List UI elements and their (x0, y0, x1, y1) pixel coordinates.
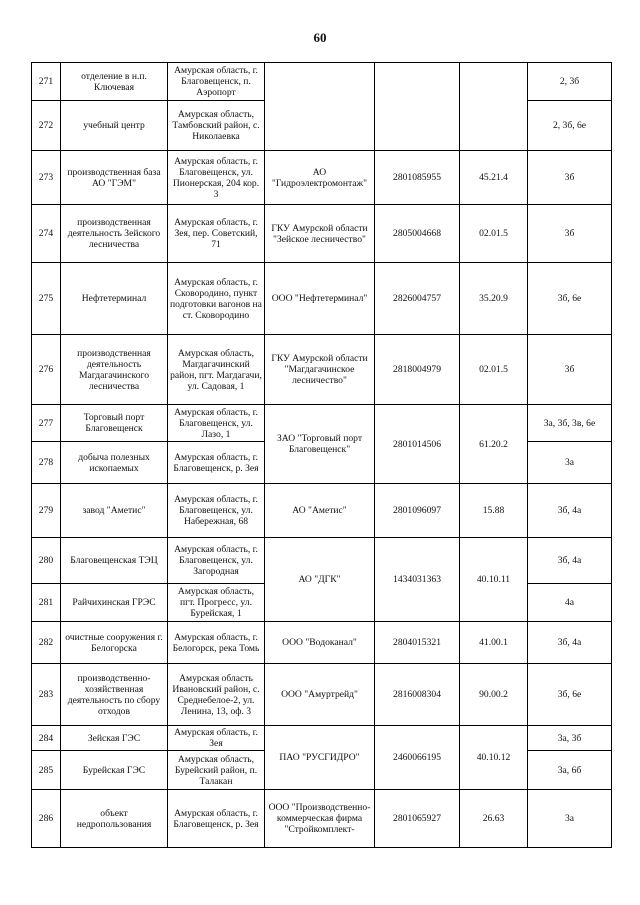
row-number: 281 (32, 584, 61, 622)
row-number: 285 (32, 751, 61, 790)
okved-code: 41.00.1 (460, 622, 528, 664)
table-row (32, 151, 612, 205)
object-address: Амурская область, г. Благовещенск, ул. Загородная (168, 538, 265, 584)
organization-name: ЗАО "Торговый порт Благовещенск" (265, 405, 375, 484)
organization-name: ГКУ Амурской области "Магдагачинское лесничество" (265, 335, 375, 405)
row-number: 278 (32, 442, 61, 484)
object-address: Амурская область, Тамбовский район, с. Николаевка (168, 101, 265, 151)
organization-name: ГКУ Амурской области "Зейское лесничество" (265, 205, 375, 263)
object-name: завод "Аметис" (61, 484, 168, 538)
organization-name: АО "Аметис" (265, 484, 375, 538)
inn: 2805004668 (375, 205, 460, 263)
object-name: производственная деятельность Магдагачинского лесничества (61, 335, 168, 405)
okved-code: 90.00.2 (460, 664, 528, 726)
category-codes: 3б, 6е (528, 263, 612, 335)
inn: 1434031363 (375, 538, 460, 622)
table-row (32, 484, 612, 538)
inn: 2816008304 (375, 664, 460, 726)
inn: 2801065927 (375, 790, 460, 848)
row-number: 279 (32, 484, 61, 538)
okved-code: 02.01.5 (460, 205, 528, 263)
category-codes: 3б, 4а (528, 484, 612, 538)
okved-code: 02.01.5 (460, 335, 528, 405)
object-name: отделение в н.п. Ключевая (61, 63, 168, 101)
object-address: Амурская область, г. Благовещенск, р. Зея (168, 442, 265, 484)
object-name: производственно-хозяйственная деятельность по сбору отходов (61, 664, 168, 726)
okved-code: 45.21.4 (460, 151, 528, 205)
row-number: 276 (32, 335, 61, 405)
inn: 2460066195 (375, 726, 460, 790)
organization-name: АО "Гидроэлектромонтаж" (265, 151, 375, 205)
object-name: очистные сооружения г. Белогорска (61, 622, 168, 664)
table-row (32, 205, 612, 263)
category-codes: 3б (528, 205, 612, 263)
organization-name: ООО "Амуртрейд" (265, 664, 375, 726)
inn-cell (375, 63, 460, 151)
organization-name: АО "ДГК" (265, 538, 375, 622)
object-name: учебный центр (61, 101, 168, 151)
row-number: 272 (32, 101, 61, 151)
row-number: 271 (32, 63, 61, 101)
object-address: Амурская область, г. Зея, пер. Советский, 71 (168, 205, 265, 263)
inn: 2804015321 (375, 622, 460, 664)
object-address: Амурская область, г. Благовещенск, ул. Лазо, 1 (168, 405, 265, 442)
registry-table (31, 62, 612, 848)
row-number: 277 (32, 405, 61, 442)
object-address: Амурская область, г. Сковородино, пункт подготовки вагонов на ст. Сковородино (168, 263, 265, 335)
row-number: 274 (32, 205, 61, 263)
row-number: 275 (32, 263, 61, 335)
object-address: Амурская область, г. Благовещенск, ул. Набережная, 68 (168, 484, 265, 538)
object-address: Амурская область, г. Белогорск, река Томь (168, 622, 265, 664)
inn: 2801085955 (375, 151, 460, 205)
okved-code: 61.20.2 (460, 405, 528, 484)
object-address: Амурская область, г. Зея (168, 726, 265, 751)
okved-code: 40.10.11 (460, 538, 528, 622)
okved-code: 26.63 (460, 790, 528, 848)
organization-name: ПАО "РУСГИДРО" (265, 726, 375, 790)
organization-name: ООО "Производственно-коммерческая фирма "Стройкомплект- (265, 790, 375, 848)
table-row (32, 664, 612, 726)
category-codes: 3б (528, 151, 612, 205)
row-number: 283 (32, 664, 61, 726)
inn: 2818004979 (375, 335, 460, 405)
row-number: 284 (32, 726, 61, 751)
okved-cell (460, 63, 528, 151)
inn: 2826004757 (375, 263, 460, 335)
row-number: 286 (32, 790, 61, 848)
table-row (32, 335, 612, 405)
object-address: Амурская область, пгт. Прогресс, ул. Бурейская, 1 (168, 584, 265, 622)
category-codes: 3б, 4а (528, 622, 612, 664)
category-codes: 3а (528, 442, 612, 484)
object-address: Амурская область, г. Благовещенск, п. Аэропорт (168, 63, 265, 101)
category-codes: 3а, 6б (528, 751, 612, 790)
category-codes: 4а (528, 584, 612, 622)
object-address: Амурская область, г. Благовещенск, р. Зея (168, 790, 265, 848)
object-name: производственная деятельность Зейского лесничества (61, 205, 168, 263)
row-number: 273 (32, 151, 61, 205)
table-row (32, 726, 612, 751)
row-number: 282 (32, 622, 61, 664)
organization-cell (265, 63, 375, 151)
category-codes: 3б, 4а (528, 538, 612, 584)
table-row (32, 405, 612, 442)
object-name: добыча полезных ископаемых (61, 442, 168, 484)
object-address: Амурская область, Бурейский район, п. Талакан (168, 751, 265, 790)
category-codes: 2, 3б, 6е (528, 101, 612, 151)
object-name: Благовещенская ТЭЦ (61, 538, 168, 584)
object-address: Амурская область, г. Благовещенск, ул. Пионерская, 204 кор. 3 (168, 151, 265, 205)
object-name: Нефтетерминал (61, 263, 168, 335)
category-codes: 3б, 6е (528, 664, 612, 726)
object-address: Амурская область Ивановский район, с. Среднебелое-2, ул. Ленина, 13, оф. 3 (168, 664, 265, 726)
object-name: Торговый порт Благовещенск (61, 405, 168, 442)
table-row (32, 538, 612, 584)
row-number: 280 (32, 538, 61, 584)
category-codes: 3а (528, 790, 612, 848)
okved-code: 40.10.12 (460, 726, 528, 790)
category-codes: 3а, 3б, 3в, 6е (528, 405, 612, 442)
object-name: Бурейская ГЭС (61, 751, 168, 790)
object-name: объект недропользования (61, 790, 168, 848)
organization-name: ООО "Нефтетерминал" (265, 263, 375, 335)
okved-code: 15.88 (460, 484, 528, 538)
inn: 2801096097 (375, 484, 460, 538)
inn: 2801014506 (375, 405, 460, 484)
object-address: Амурская область, Магдагачинский район, пгт. Магдагачи, ул. Садовая, 1 (168, 335, 265, 405)
table-row (32, 790, 612, 848)
object-name: производственная база АО "ГЭМ" (61, 151, 168, 205)
table-row (32, 63, 612, 101)
object-name: Райчихинская ГРЭС (61, 584, 168, 622)
object-name: Зейская ГЭС (61, 726, 168, 751)
organization-name: ООО "Водоканал" (265, 622, 375, 664)
category-codes: 2, 3б (528, 63, 612, 101)
okved-code: 35.20.9 (460, 263, 528, 335)
page-number: 60 (313, 30, 327, 45)
category-codes: 3а, 3б (528, 726, 612, 751)
table-row (32, 263, 612, 335)
category-codes: 3б (528, 335, 612, 405)
table-row (32, 622, 612, 664)
